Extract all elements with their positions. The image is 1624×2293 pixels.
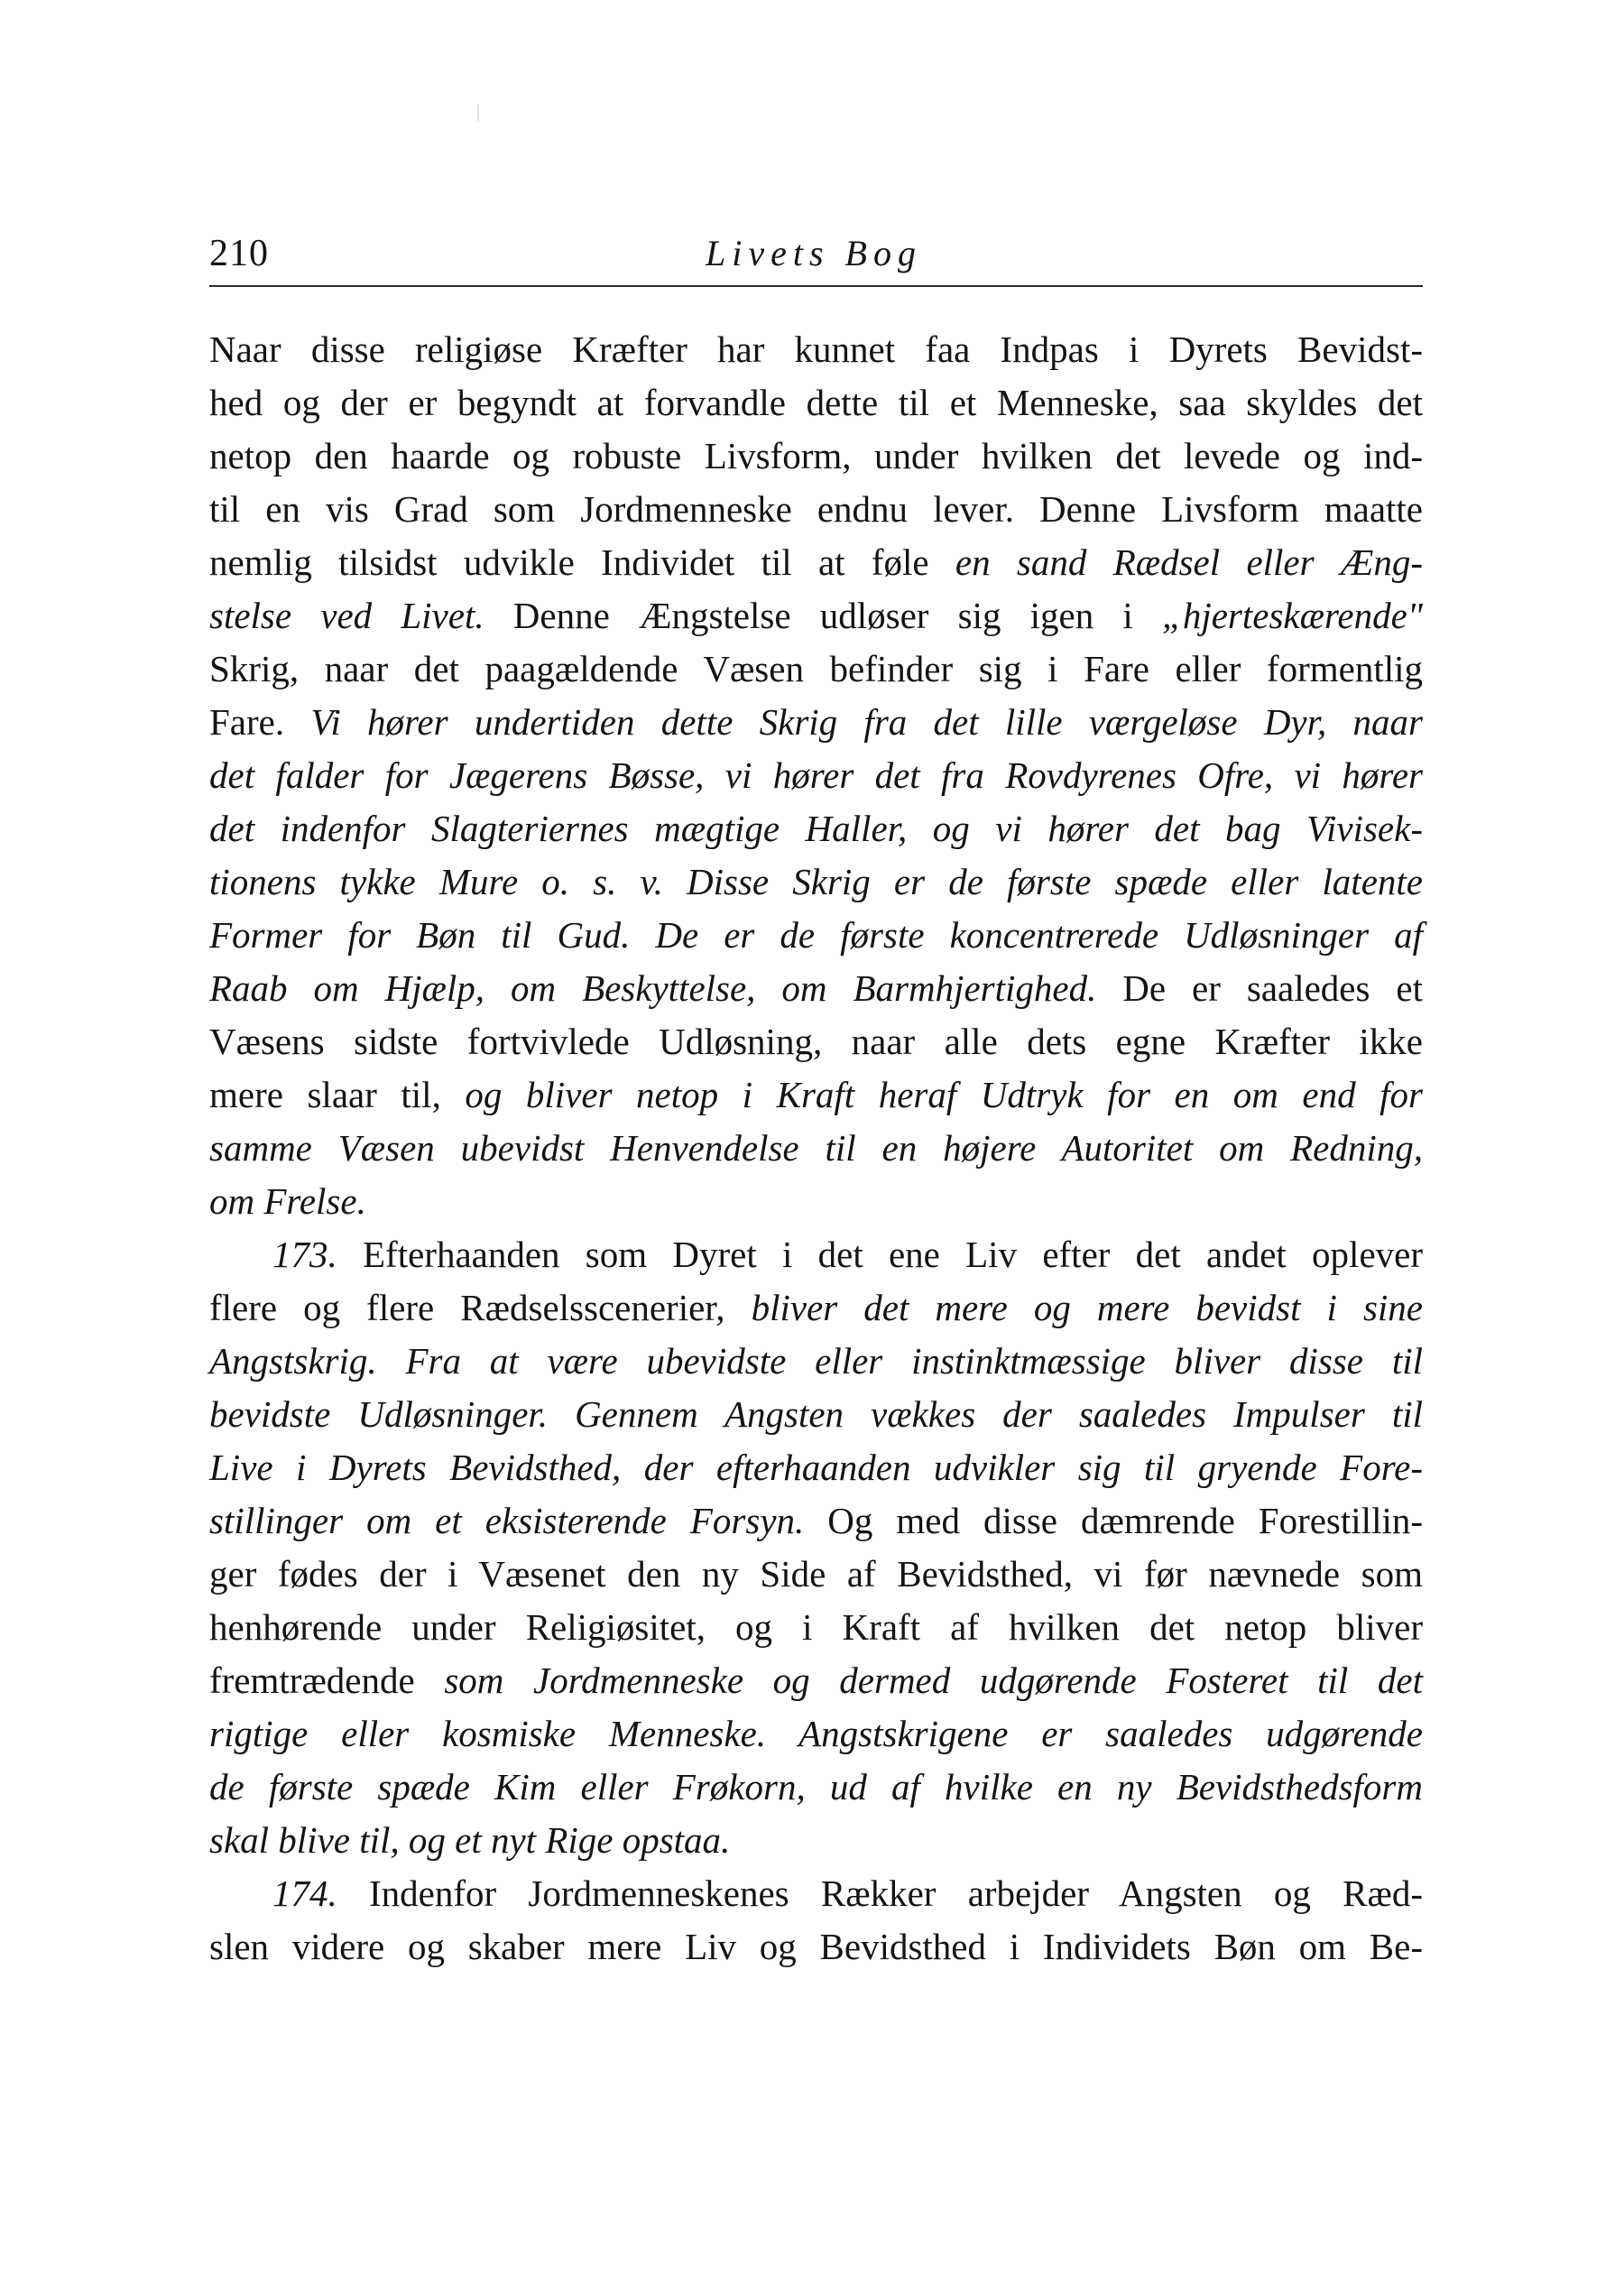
italic-text-segment: Angstskrig. Fra at være ubevidste eller instinktmæssige bliver disse til [209, 1340, 1423, 1382]
italic-text-segment: det indenfor Slagteriernes mægtige Haller, og vi hører det bag Vivisek- [209, 808, 1423, 849]
text-segment: henhørende under Religiøsitet, og i Kraft af hvilken det netop bliver [209, 1606, 1423, 1648]
text-line [209, 1281, 1423, 1335]
italic-text-segment: Live i Dyrets Bevidsthed, der efterhaanden udvikler sig til gryende Fore- [209, 1447, 1423, 1488]
text-line [209, 855, 1423, 909]
italic-text-segment: og bliver netop i Kraft heraf Udtryk for en om end for [465, 1074, 1423, 1115]
text-segment: nemlig tilsidst udvikle Individet til at føle [209, 541, 955, 583]
body-text [209, 323, 1423, 1974]
text-line [209, 1867, 1423, 1920]
text-line [209, 323, 1423, 376]
italic-text-segment: skal blive til, og et nyt Rige opstaa. [209, 1819, 731, 1861]
text-line [209, 1707, 1423, 1761]
italic-text-segment: Vi hører undertiden dette Skrig fra det lille værgeløse Dyr, naar [310, 701, 1423, 743]
text-segment: Efterhaanden som Dyret i det ene Liv efter det andet oplever [337, 1234, 1423, 1275]
text-segment: til en vis Grad som Jordmenneske endnu lever. Denne Livsform maatte [209, 488, 1423, 530]
book-title: Livets Bog [706, 233, 922, 273]
text-line [209, 909, 1423, 962]
text-line [209, 536, 1423, 589]
italic-text-segment: tionens tykke Mure o. s. v. Disse Skrig er de første spæde eller latente [209, 861, 1423, 902]
text-line [209, 1920, 1423, 1974]
running-head [209, 222, 1423, 287]
text-line [209, 1122, 1423, 1175]
text-line [209, 1494, 1423, 1548]
text-segment: slen videre og skaber mere Liv og Bevidsthed i Individets Bøn om Be- [209, 1926, 1423, 1967]
text-line [209, 962, 1423, 1015]
text-line [209, 1228, 1423, 1281]
text-segment: mere slaar til, [209, 1074, 466, 1115]
text-segment: Fare. [209, 701, 311, 743]
text-segment: Denne Ængstelse udløser sig igen i [484, 595, 1163, 636]
italic-text-segment: om Frelse. [209, 1180, 366, 1222]
text-line [209, 1388, 1423, 1441]
italic-text-segment: stelse ved Livet. [209, 595, 484, 636]
text-line [209, 749, 1423, 802]
text-segment: Skrig, naar det paagældende Væsen befinder sig i Fare eller formentlig [209, 648, 1423, 689]
italic-text-segment: samme Væsen ubevidst Henvendelse til en højere Autoritet om Redning, [209, 1127, 1423, 1169]
italic-text-segment: 173. [272, 1234, 337, 1275]
text-line [209, 1814, 1423, 1867]
text-line [209, 802, 1423, 855]
text-segment: flere og flere Rædselsscenerier, [209, 1287, 752, 1328]
page-number: 210 [209, 233, 269, 274]
text-line [209, 643, 1423, 696]
italic-text-segment: stillinger om et eksisterende Forsyn. [209, 1500, 805, 1541]
text-segment: hed og der er begyndt at forvandle dette til et Menneske, saa skyldes det [209, 382, 1423, 423]
italic-text-segment: „hjerteskærende" [1162, 595, 1424, 636]
text-line [209, 1015, 1423, 1068]
text-segment: Indenfor Jordmenneskenes Rækker arbejder Angsten og Ræd- [337, 1872, 1423, 1914]
text-segment: netop den haarde og robuste Livsform, under hvilken det levede og ind- [209, 435, 1423, 476]
text-segment: ger fødes der i Væsenet den ny Side af Bevidsthed, vi før nævnede som [209, 1553, 1423, 1595]
italic-text-segment: det falder for Jægerens Bøsse, vi hører det fra Rovdyrenes Ofre, vi hører [209, 754, 1423, 796]
italic-text-segment: rigtige eller kosmiske Menneske. Angstskrigene er saaledes udgørende [209, 1713, 1423, 1754]
italic-text-segment: bevidste Udløsninger. Gennem Angsten vækkes der saaledes Impulser til [209, 1393, 1423, 1435]
text-line [209, 1068, 1423, 1122]
italic-text-segment: en sand Rædsel eller Æng- [955, 541, 1423, 583]
text-segment: Og med disse dæmrende Forestillin- [804, 1500, 1423, 1541]
text-segment: De er saaledes et [1096, 967, 1423, 1009]
text-line [209, 430, 1423, 483]
text-line [209, 1335, 1423, 1388]
text-line [209, 376, 1423, 430]
text-segment: fremtrædende [209, 1660, 445, 1701]
text-segment: Væsens sidste fortvivlede Udløsning, naar alle dets egne Kræfter ikke [209, 1021, 1423, 1062]
paper-speck [477, 105, 479, 121]
text-line [209, 589, 1423, 643]
italic-text-segment: Raab om Hjælp, om Beskyttelse, om Barmhjertighed. [209, 967, 1097, 1009]
text-line [209, 1761, 1423, 1814]
italic-text-segment: de første spæde Kim eller Frøkorn, ud af hvilke en ny Bevidsthedsform [209, 1766, 1423, 1808]
text-line [209, 483, 1423, 536]
text-line [209, 1654, 1423, 1707]
text-line [209, 1548, 1423, 1601]
text-line [209, 1601, 1423, 1654]
italic-text-segment: 174. [272, 1872, 337, 1914]
text-line [209, 696, 1423, 749]
text-line [209, 1175, 1423, 1228]
italic-text-segment: som Jordmenneske og dermed udgørende Fosteret til det [444, 1660, 1424, 1701]
text-segment: Naar disse religiøse Kræfter har kunnet faa Indpas i Dyrets Bevidst- [209, 328, 1423, 370]
italic-text-segment: bliver det mere og mere bevidst i sine [751, 1287, 1423, 1328]
italic-text-segment: Former for Bøn til Gud. De er de første koncentrerede Udløsninger af [209, 914, 1423, 956]
text-line [209, 1441, 1423, 1494]
